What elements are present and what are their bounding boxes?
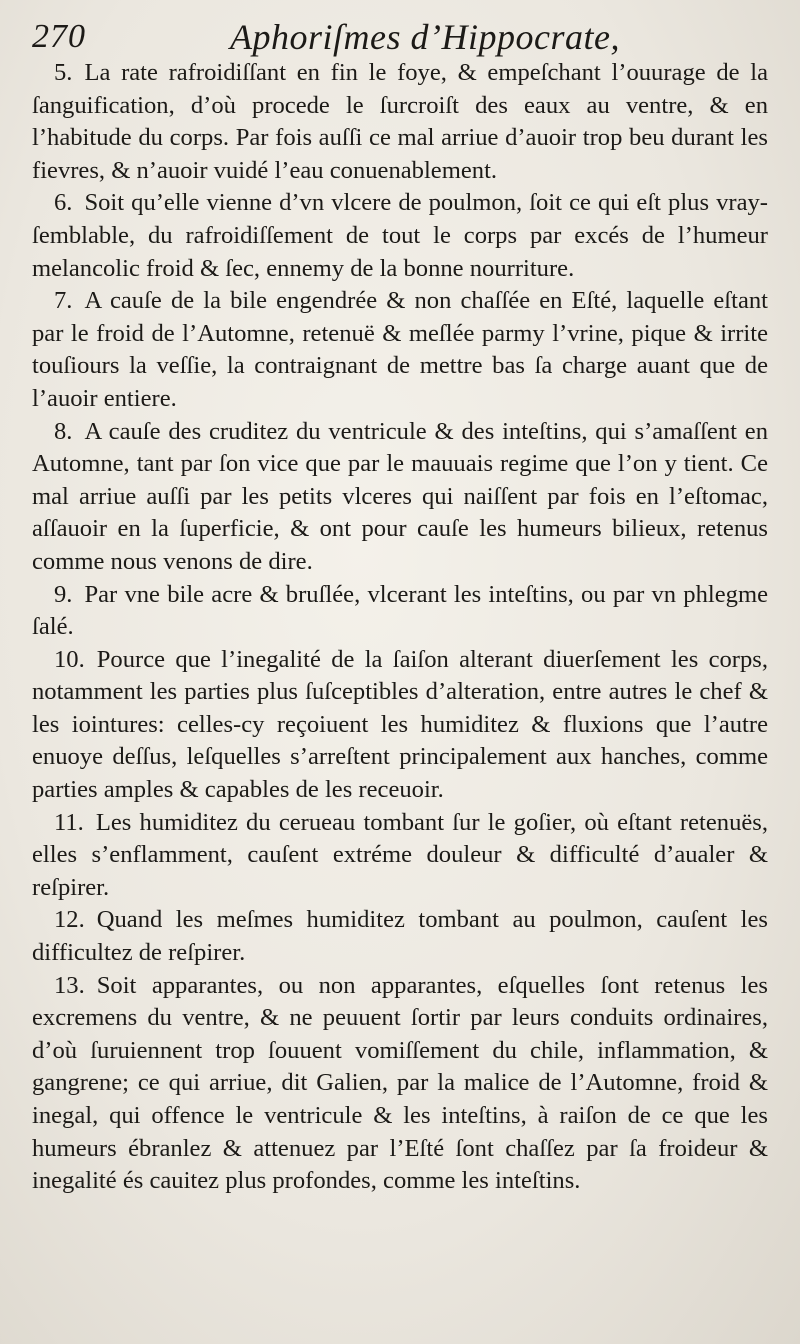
running-title: Aphoriſmes d’Hippocrate, xyxy=(230,17,620,57)
aphorism-number: 5. xyxy=(54,59,73,86)
page-number: 270 xyxy=(32,18,86,55)
aphorism-text: A cauſe des cruditez du ventricule & des inteſtins, qui s’amaſſent en Automne, tant par ſon vice que par le mauuais regime que l’on y tient. Ce mal arriue auſſi par les petits vlceres qui naiſſent par fois en l’eſtomac, aſſauoir en la ſuperficie, & ont pour cauſe les humeurs bilieux, retenus comme nous venons de dire. xyxy=(32,417,768,575)
aphorism-11 xyxy=(32,807,768,905)
aphorism-13 xyxy=(32,970,768,1198)
aphorism-number: 11. xyxy=(54,808,84,836)
aphorism-6 xyxy=(32,187,768,285)
aphorism-5 xyxy=(32,57,768,187)
aphorism-text: Soit apparantes, ou non apparantes, eſquelles ſont retenus les excremens du ventre, & ne peuuent ſortir par leurs conduits ordinaires, d’où ſuruiennent trop ſouuent vomiſſement du chile, inflammation, & gangrene; ce qui arriue, dit Galien, par la malice de l’Automne, froid & inegal, qui offence le ventricule & les inteſtins, à raiſon de ce que les humeurs ébranlez & attenuez par l’Eſté ſont chaſſez par ſa froideur & inegalité és cauitez plus profondes, comme les inteſtins. xyxy=(32,971,768,1195)
aphorism-number: 9. xyxy=(54,580,73,608)
aphorism-text: Les humiditez du cerueau tombant ſur le goſier, où eſtant retenuës, elles s’enflamment, cauſent extréme douleur & difficulté d’aualer & reſpirer. xyxy=(32,808,768,901)
aphorism-number: 13. xyxy=(54,971,85,999)
aphorism-text: Soit qu’elle vienne d’vn vlcere de poulmon, ſoit ce qui eſt plus vray-ſemblable, du rafroidiſſement de tout le corps par excés de l’humeur melancolic froid & ſec, ennemy de la bonne nourriture. xyxy=(32,189,768,282)
aphorism-9 xyxy=(32,579,768,644)
aphorism-text: La rate rafroidiſſant en fin le foye, & empeſchant l’ouurage de la ſanguification, d’où procede le ſurcroiſt des eaux au ventre, & en l’habitude du corps. Par fois auſſi ce mal arriue d’auoir trop beu durant les fievres, & n’auoir vuidé l’eau conuenablement. xyxy=(32,59,768,184)
aphorism-7 xyxy=(32,285,768,415)
aphorism-12 xyxy=(32,904,768,969)
aphorism-8 xyxy=(32,416,768,579)
aphorism-text: Pource que l’inegalité de la ſaiſon alterant diuerſement les corps, notamment les parties plus ſuſceptibles d’alteration, entre autres le chef & les iointures: celles-cy reçoiuent les humiditez & fluxions que l’autre enuoye deſſus, leſquelles s’arreſtent principalement aux hanches, comme parties amples & capables de les receuoir. xyxy=(32,645,768,804)
aphorism-number: 10. xyxy=(54,645,85,673)
aphorism-text: Par vne bile acre & bruſlée, vlcerant les inteſtins, ou par vn phlegme ſalé. xyxy=(32,580,768,641)
aphorism-number: 7. xyxy=(54,287,73,315)
aphorism-text: A cauſe de la bile engendrée & non chaſſée en Eſté, laquelle eſtant par le froid de l’Automne, retenuë & meſlée parmy l’vrine, pique & irrite touſiours la veſſie, la contraignant de mettre bas ſa charge auant que de l’auoir entiere. xyxy=(32,287,768,412)
aphorism-number: 8. xyxy=(54,417,73,445)
aphorism-text: Quand les meſmes humiditez tombant au poulmon, cauſent les difficultez de reſpirer. xyxy=(32,906,768,967)
aphorism-number: 12. xyxy=(54,906,85,934)
page-header xyxy=(30,10,770,60)
aphorism-number: 6. xyxy=(54,189,73,217)
aphorism-10 xyxy=(32,644,768,807)
page-body xyxy=(32,57,768,1198)
